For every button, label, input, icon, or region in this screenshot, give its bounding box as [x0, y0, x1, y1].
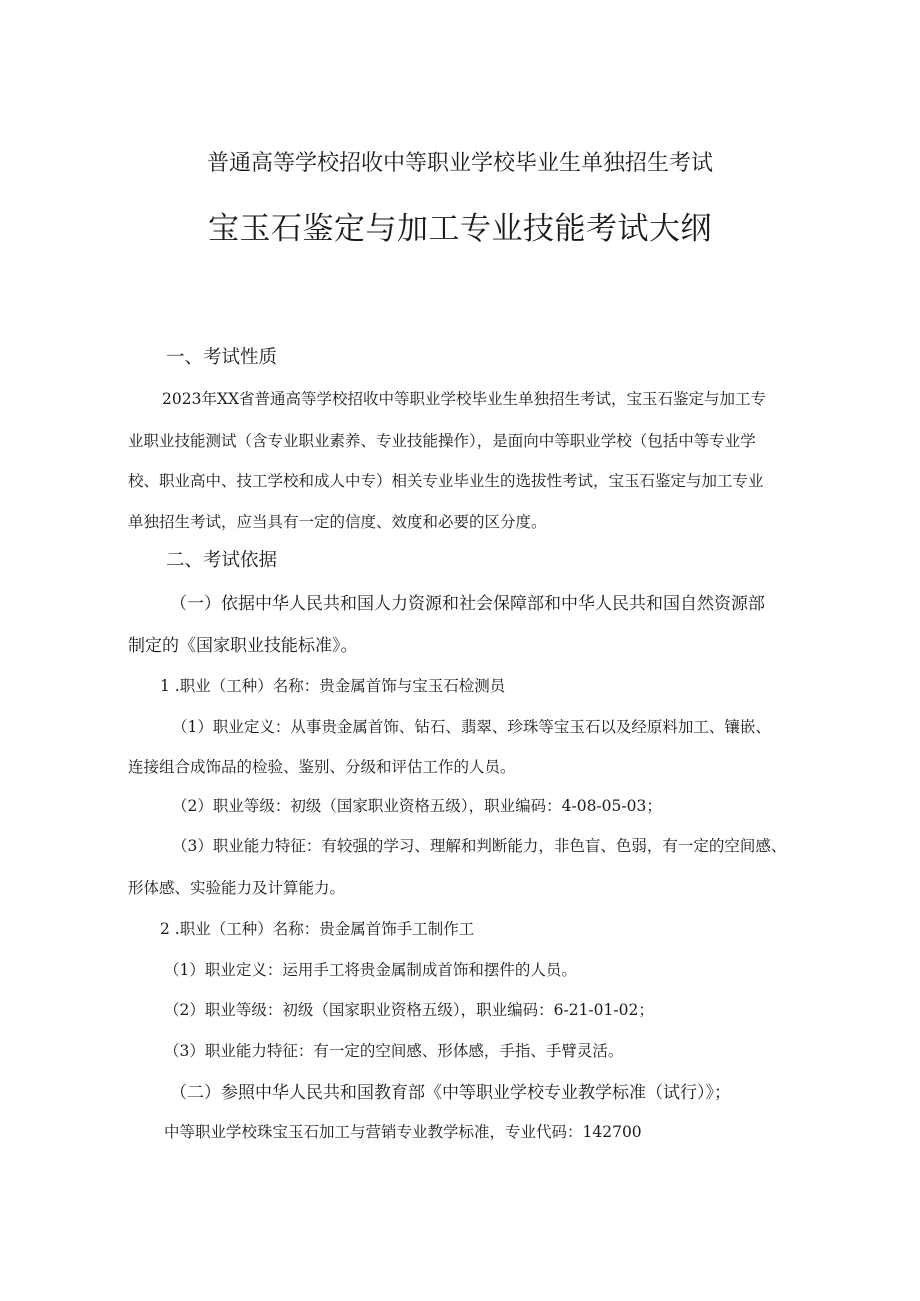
paragraph-line: 单独招生考试，应当具有一定的信度、效度和必要的区分度。: [128, 513, 547, 531]
basis-item-2: （二）参照中华人民共和国教育部《中等职业学校专业教学标准（试行）》；: [170, 1083, 731, 1103]
paragraph-line: 业职业技能测试（含专业职业素养、专业技能操作），是面向中等职业学校（包括中等专业学: [128, 432, 756, 450]
occupation-2-name: 2 .职业（工种）名称：贵金属首饰手工制作工: [160, 920, 475, 938]
section-heading-exam-basis: 二、考试依据: [166, 550, 278, 571]
basis-item-1-cont: 制定的《国家职业技能标准》。: [128, 636, 358, 656]
section-heading-exam-nature: 一、考试性质: [166, 347, 278, 368]
occupation-2-level: （2）职业等级：初级（国家职业资格五级），职业编码：6-21-01-02；: [164, 1001, 654, 1019]
occupation-2-definition: （1）职业定义：运用手工将贵金属制成首饰和摆件的人员。: [164, 961, 577, 979]
occupation-1-ability: （3）职业能力特征：有较强的学习、理解和判断能力，非色盲、色弱，有一定的空间感、: [172, 837, 787, 855]
document-title: 宝玉石鉴定与加工专业技能考试大纲: [208, 211, 712, 247]
document-subtitle: 普通高等学校招收中等职业学校毕业生单独招生考试: [206, 151, 713, 176]
occupation-2-ability: （3）职业能力特征：有一定的空间感、形体感，手指、手臂灵活。: [164, 1042, 624, 1060]
paragraph-line: 2023年XX省普通高等学校招收中等职业学校毕业生单独招生考试，宝玉石鉴定与加工专: [162, 390, 767, 408]
occupation-1-definition: （1）职业定义：从事贵金属首饰、钻石、翡翠、珍珠等宝玉石以及经原料加工、镶嵌、: [172, 718, 771, 736]
occupation-1-name: 1 .职业（工种）名称：贵金属首饰与宝玉石检测员: [160, 677, 506, 695]
occupation-1-level: （2）职业等级：初级（国家职业资格五级），职业编码：4-08-05-03；: [172, 797, 662, 815]
occupation-1-definition-cont: 连接组合成饰品的检验、鉴别、分级和评估工作的人员。: [128, 758, 516, 776]
basis-item-1: （一）依据中华人民共和国人力资源和社会保障部和中华人民共和国自然资源部: [170, 594, 765, 614]
occupation-1-ability-cont: 形体感、实验能力及计算能力。: [128, 879, 346, 897]
paragraph-line: 校、职业高中、技工学校和成人中专）相关专业毕业生的选拔性考试，宝玉石鉴定与加工专业: [128, 472, 764, 490]
professional-standard: 中等职业学校珠宝玉石加工与营销专业教学标准，专业代码：142700: [164, 1123, 642, 1141]
